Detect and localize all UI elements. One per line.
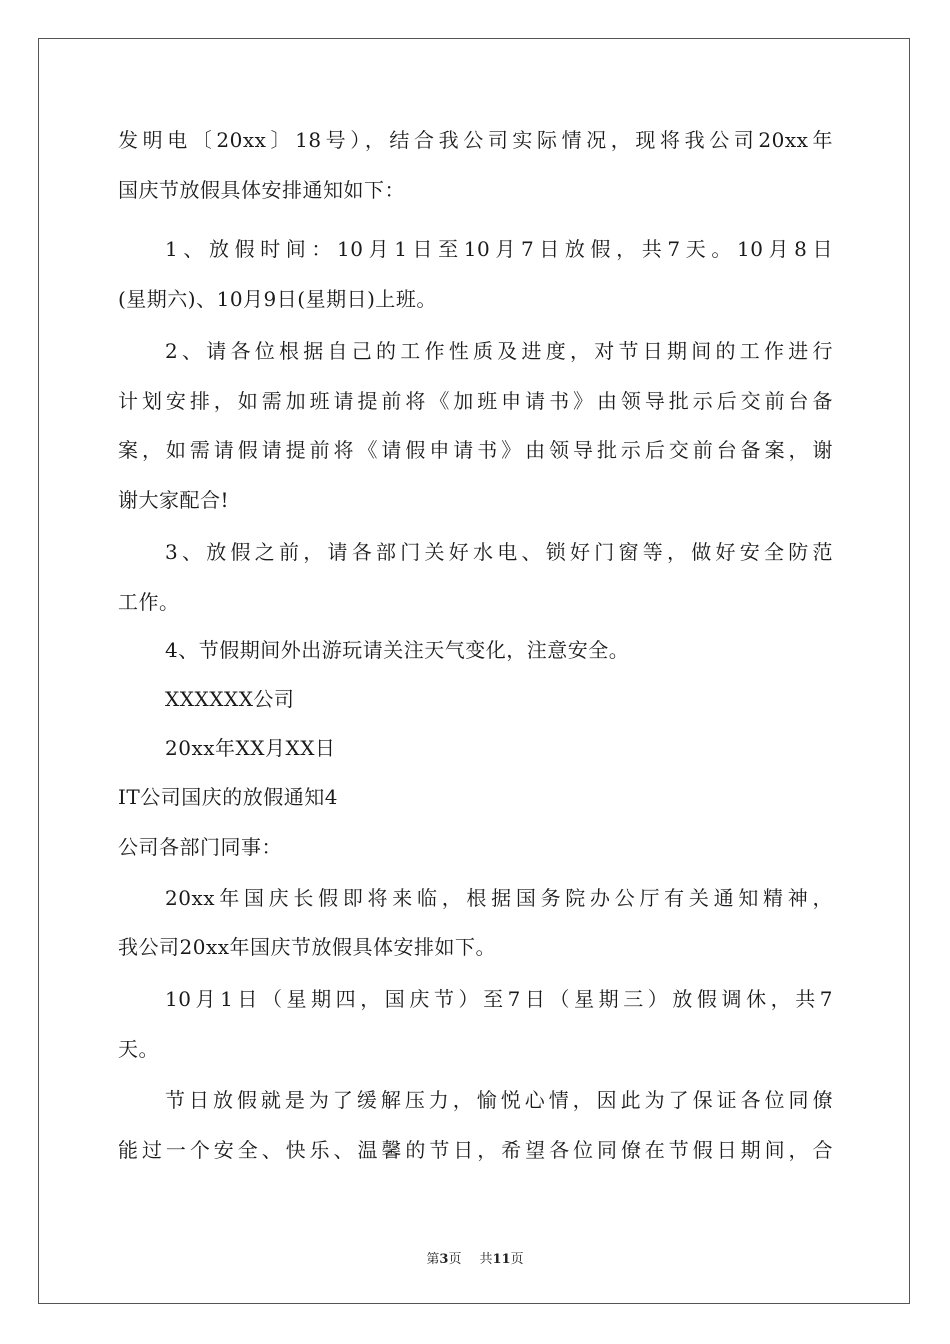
text-line: 我公司20xx年国庆节放假具体安排如下。: [118, 935, 497, 959]
page-footer: [0, 1248, 950, 1267]
text-line: 20xx年国庆长假即将来临，根据国务院办公厅有关通知精神，: [165, 886, 833, 910]
page-frame: [38, 38, 910, 1304]
text-line: 天。: [118, 1037, 159, 1061]
salutation: 公司各部门同事：: [118, 835, 282, 859]
text-line: 国庆节放假具体安排通知如下：: [118, 178, 405, 202]
text-line: 4、节假期间外出游玩请关注天气变化，注意安全。: [165, 638, 630, 662]
text-line: 案，如需请假请提前将《请假申请书》由领导批示后交前台备案，谢: [118, 438, 833, 462]
text-line: 2、请各位根据自己的工作性质及进度，对节日期间的工作进行: [165, 339, 833, 363]
total-suffix: 页: [510, 1252, 524, 1267]
total-pages: 11: [492, 1252, 511, 1267]
text-line: (星期六)、10月9日(星期日)上班。: [118, 287, 437, 311]
text-line: 节日放假就是为了缓解压力，愉悦心情，因此为了保证各位同僚: [165, 1088, 833, 1112]
text-line: 计划安排，如需加班请提前将《加班申请书》由领导批示后交前台备: [118, 389, 833, 413]
text-line: 能过一个安全、快乐、温馨的节日，希望各位同僚在节假日期间，合: [118, 1138, 833, 1162]
section-title: IT公司国庆的放假通知4: [118, 785, 338, 809]
signature-company: XXXXXX公司: [165, 687, 295, 711]
text-line: 工作。: [118, 590, 180, 614]
page-number: 3: [439, 1252, 449, 1267]
text-line: 3、放假之前，请各部门关好水电、锁好门窗等，做好安全防范: [165, 540, 833, 564]
text-line: 谢大家配合!: [118, 488, 230, 512]
page-suffix: 页: [448, 1252, 462, 1267]
text-line: 1、放假时间：10月1日至10月7日放假，共7天。10月8日: [165, 237, 833, 261]
total-prefix: 共: [479, 1252, 493, 1267]
text-line: 10月1日（星期四，国庆节）至7日（星期三）放假调休，共7: [165, 987, 833, 1011]
signature-date: 20xx年XX月XX日: [165, 736, 336, 760]
text-line: 发明电〔20xx〕18号），结合我公司实际情况，现将我公司20xx年: [118, 128, 833, 152]
page-prefix: 第: [426, 1252, 440, 1267]
